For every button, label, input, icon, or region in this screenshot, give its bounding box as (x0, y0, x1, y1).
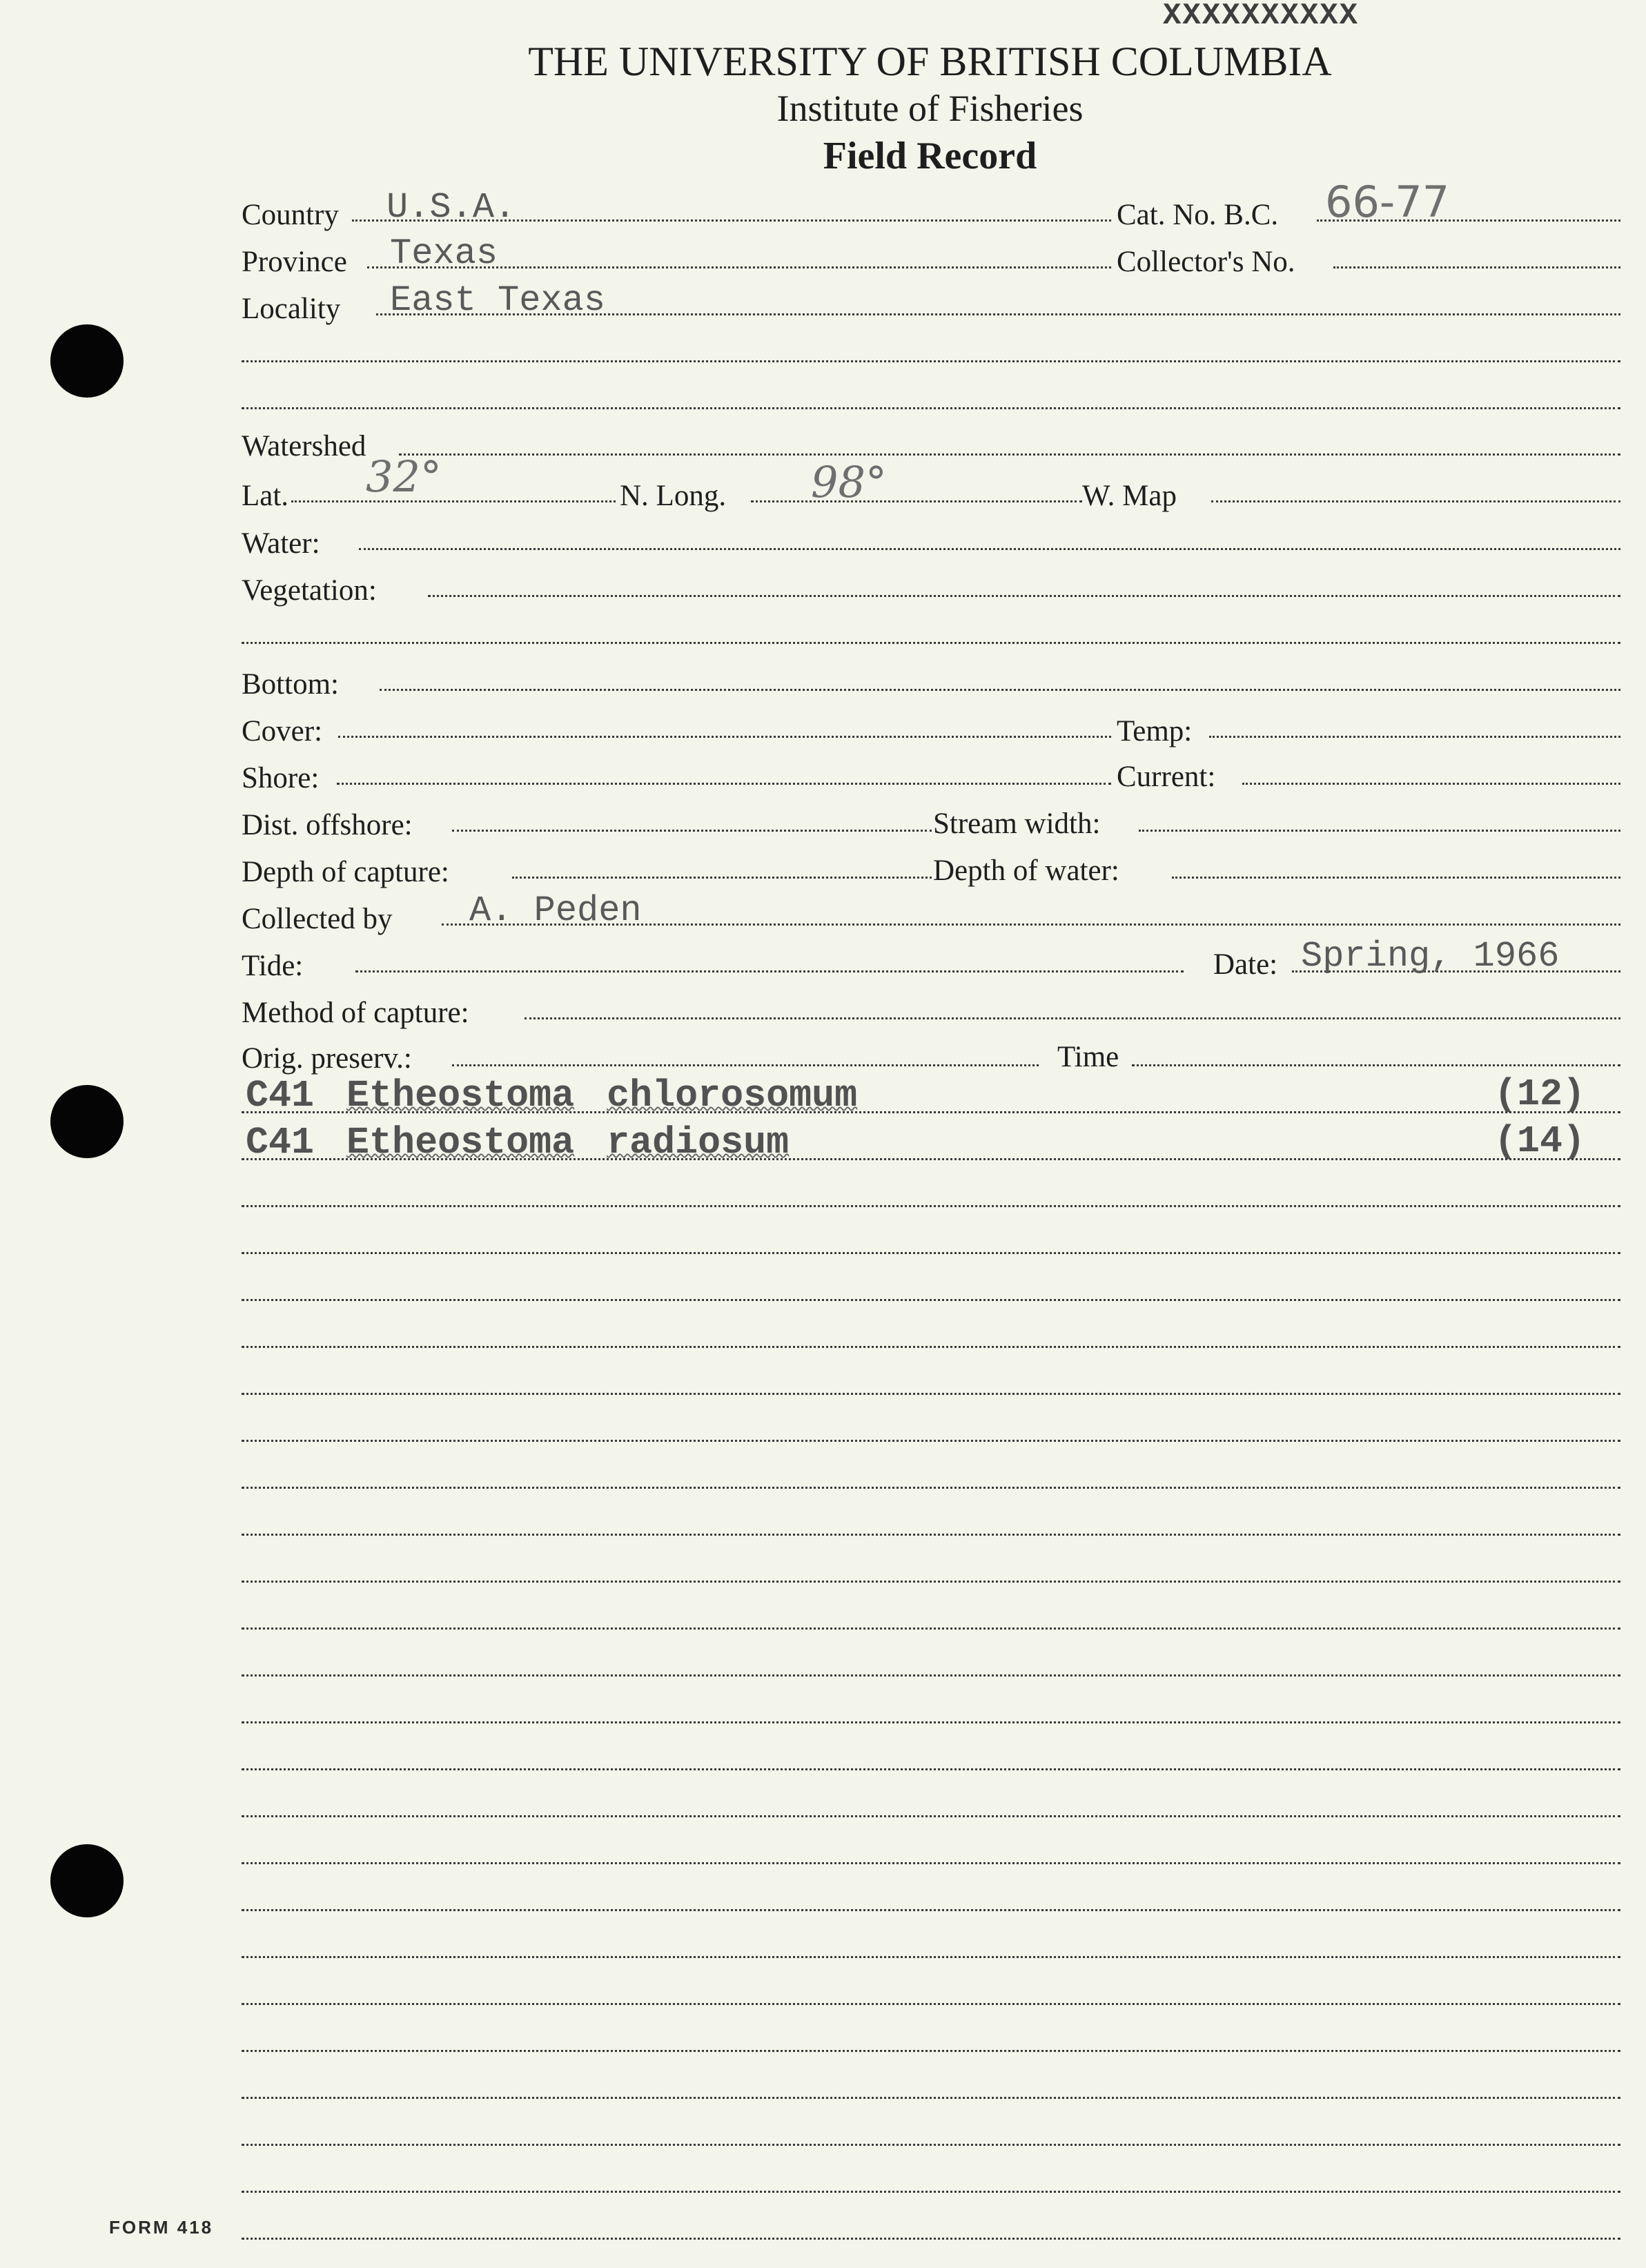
locality-extra-line (242, 407, 1620, 409)
temp-field-line (1209, 736, 1620, 738)
province-label: Province (242, 246, 347, 278)
current-label: Current: (1117, 761, 1216, 793)
depth-capture-label: Depth of capture: (242, 856, 449, 888)
long-value: 98° (811, 457, 887, 507)
specimen-code: C41 (246, 1074, 315, 1117)
stream-width-field-line (1139, 830, 1620, 832)
stream-width-label: Stream width: (933, 808, 1101, 840)
vegetation-extra-line (242, 642, 1620, 644)
institution-title: THE UNIVERSITY OF BRITISH COLUMBIA (528, 39, 1332, 84)
collectors-no-label: Collector's No. (1117, 246, 1295, 278)
specimen-code: C41 (246, 1121, 315, 1164)
binder-hole (50, 1085, 124, 1158)
depth-water-field-line (1172, 877, 1620, 879)
map-field-line (1211, 500, 1620, 502)
watershed-field-line (399, 453, 1620, 456)
long-field-line (751, 500, 1082, 502)
lat-label: Lat. (242, 480, 289, 512)
temp-label: Temp: (1117, 715, 1193, 747)
record-line (242, 2238, 1620, 2240)
record-line (242, 2097, 1620, 2099)
tide-field-line (355, 970, 1184, 972)
country-label: Country (242, 199, 339, 231)
locality-label: Locality (242, 293, 341, 325)
locality-extra-line (242, 360, 1620, 362)
cat-no-value: 66-77 (1325, 177, 1450, 227)
record-line (242, 1252, 1620, 1254)
redaction-stamp: XXXXXXXXXX (1163, 0, 1360, 33)
specimen-genus: Etheostoma (346, 1074, 575, 1117)
record-line (242, 1487, 1620, 1489)
specimen-count: (14) (1494, 1120, 1586, 1163)
record-line (242, 1721, 1620, 1723)
department-title: Institute of Fisheries (776, 88, 1084, 129)
cover-field-line (338, 736, 1111, 738)
specimen-row (246, 1121, 790, 1164)
record-line (242, 1158, 1620, 1160)
vegetation-label: Vegetation: (242, 574, 377, 607)
bottom-field-line (380, 689, 1620, 691)
record-line (242, 1674, 1620, 1676)
shore-field-line (337, 783, 1111, 785)
record-line (242, 2050, 1620, 2052)
specimen-species: chlorosomum (607, 1074, 858, 1117)
specimen-species: radiosum (607, 1121, 790, 1164)
record-line (242, 1768, 1620, 1770)
record-line (242, 1299, 1620, 1301)
collected-by-label: Collected by (242, 903, 393, 935)
method-label: Method of capture: (242, 997, 469, 1029)
record-line (242, 1581, 1620, 1583)
tide-label: Tide: (242, 950, 304, 982)
time-label: Time (1057, 1041, 1119, 1073)
w-map-label: W. Map (1082, 480, 1177, 512)
vegetation-field-line (428, 595, 1620, 597)
record-line (242, 1956, 1620, 1958)
dist-offshore-field-line (452, 830, 932, 832)
record-line (242, 1862, 1620, 1864)
n-long-label: N. Long. (620, 480, 727, 512)
lat-value: 32° (366, 451, 442, 502)
province-value: Texas (390, 233, 498, 274)
cover-label: Cover: (242, 715, 323, 747)
orig-preserv-label: Orig. preserv.: (242, 1042, 412, 1075)
record-line (242, 1534, 1620, 1536)
dist-offshore-label: Dist. offshore: (242, 809, 413, 841)
record-line (242, 2191, 1620, 2193)
water-label: Water: (242, 527, 320, 560)
record-line (242, 1205, 1620, 1207)
record-line (242, 1909, 1620, 1911)
collectors-no-field-line (1333, 266, 1620, 268)
locality-value: East Texas (390, 280, 606, 321)
record-line (242, 2003, 1620, 2005)
form-number: FORM 418 (109, 2217, 214, 2238)
date-label: Date: (1213, 948, 1278, 981)
record-line (242, 2144, 1620, 2146)
record-line (242, 1111, 1620, 1113)
record-line (242, 1627, 1620, 1630)
record-line (242, 1393, 1620, 1395)
specimen-count: (12) (1494, 1073, 1586, 1116)
method-field-line (525, 1017, 1620, 1019)
collected-by-value: A. Peden (469, 890, 642, 931)
binder-hole (50, 1844, 124, 1917)
water-field-line (359, 548, 1620, 550)
form-title: Field Record (823, 135, 1037, 177)
watershed-label: Watershed (242, 430, 366, 462)
lat-field-line (291, 500, 616, 502)
record-line (242, 1346, 1620, 1348)
shore-label: Shore: (242, 762, 320, 794)
depth-water-label: Depth of water: (933, 854, 1119, 887)
orig-preserv-field-line (452, 1064, 1039, 1066)
depth-capture-field-line (512, 877, 932, 879)
cat-no-label: Cat. No. B.C. (1117, 199, 1279, 231)
bottom-label: Bottom: (242, 668, 339, 701)
country-value: U.S.A. (386, 187, 516, 228)
record-line (242, 1440, 1620, 1442)
binder-hole (50, 324, 124, 398)
time-field-line (1132, 1064, 1620, 1066)
specimen-row (246, 1074, 858, 1117)
date-value: Spring, 1966 (1301, 936, 1560, 977)
current-field-line (1242, 783, 1620, 785)
specimen-genus: Etheostoma (346, 1121, 575, 1164)
record-line (242, 1815, 1620, 1817)
